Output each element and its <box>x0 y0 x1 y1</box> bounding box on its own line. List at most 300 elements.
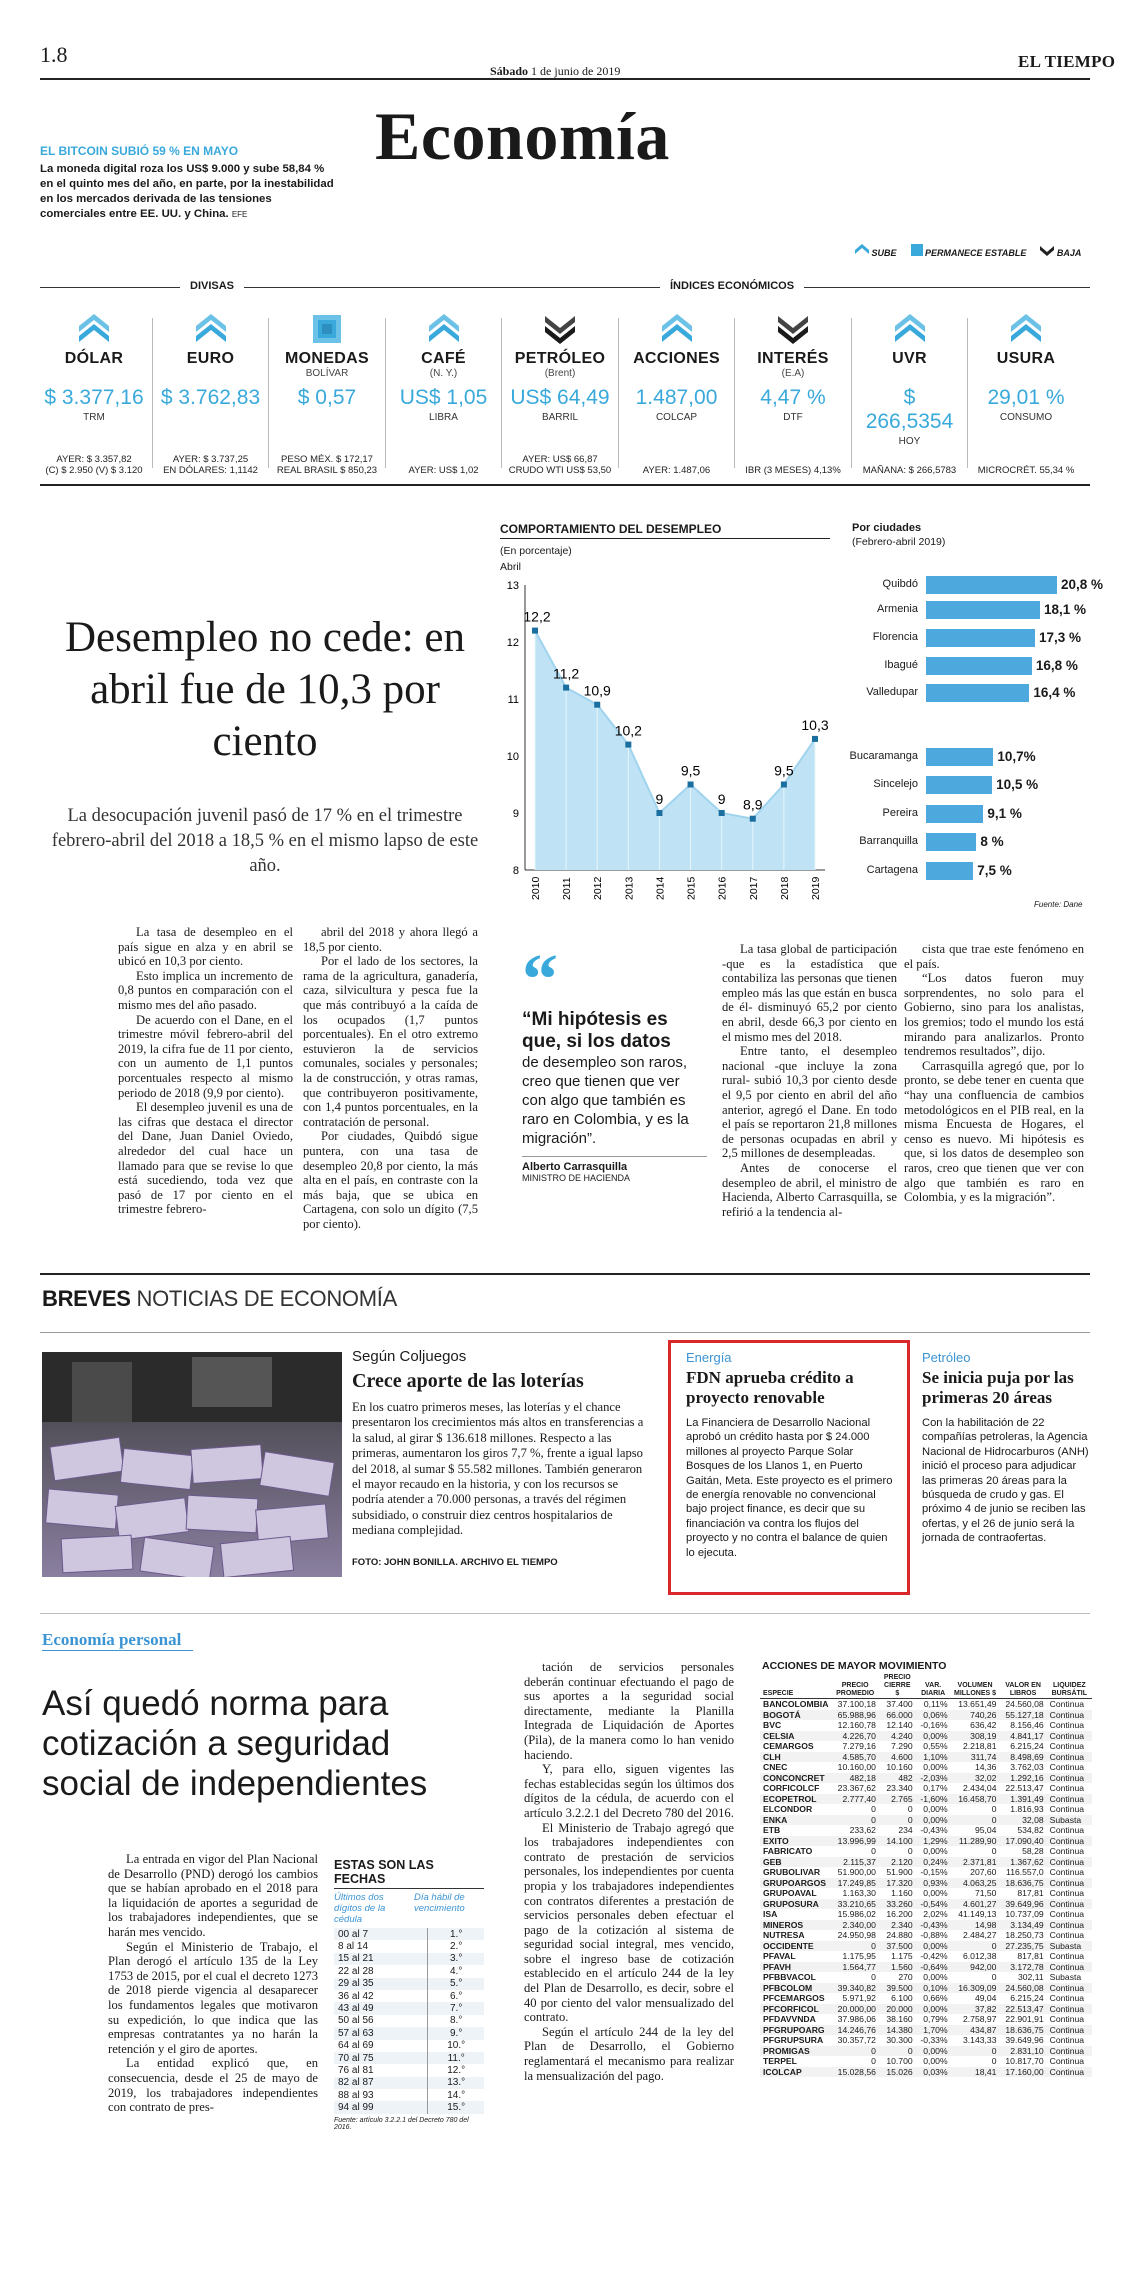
table-cell: Continua <box>1049 1720 1085 1730</box>
bitcoin-title: EL BITCOIN SUBIÓ 59 % EN MAYO <box>40 144 239 158</box>
table-cell: -0,88% <box>920 1930 948 1940</box>
bitcoin-text: La moneda digital roza los US$ 9.000 y sube 58,84 % en el quinto mes del año, en parte, por la inestabilidad en los mercados derivada de las tensiones comerciales entre EE. UU. y China. <box>40 163 334 220</box>
indicator-value: 29,01 % <box>987 386 1065 409</box>
table-cell: -0,43% <box>920 1825 948 1835</box>
table-row <box>334 2064 484 2076</box>
dates-source: Fuente: artículo 3.2.2.1 del Decreto 780 del 2016. <box>334 2116 469 2131</box>
paragraph: La entrada en vigor del Plan Nacional de Desarrollo (PND) derogó los cambios que se habían aprobado en el 2018 para la liquidación de aportes a seguridad de los trabajadores independientes, que se harán mes vencido. <box>108 1852 318 1939</box>
table-cell: CLH <box>760 1752 831 1763</box>
indicator-note: IBR (3 MESES) 4,13% <box>745 465 841 476</box>
table-cell: PFCORFICOL <box>760 2004 831 2015</box>
table-cell: 39.340,82 <box>831 1983 879 1994</box>
paragraph: La tasa global de participación -que es la estadística que contabiliza las personas que tienen empleo más las que están en busca de él- disminuyó 65,2 por ciento en abril, desde 66,3 por ciento en el mismo mes del 2018. <box>722 942 897 1044</box>
indicator-value: $ 266,5354 <box>865 386 954 433</box>
city-value: 16,4 % <box>1033 685 1076 700</box>
table-cell: 2,02% <box>923 1909 948 1919</box>
table-cell: 0 <box>879 1815 916 1826</box>
table-cell: 534,82 <box>1017 1825 1044 1835</box>
table-cell: 16.200 <box>886 1909 913 1919</box>
table-row <box>760 1783 1092 1794</box>
indicator-sub: (E.A) <box>781 368 805 379</box>
table-row <box>760 1983 1092 1994</box>
indicator-sub <box>42 368 146 380</box>
table-cell: 0 <box>831 2046 879 2057</box>
table-cell: -1,60% <box>916 1794 951 1805</box>
table-cell: 0 <box>871 1972 876 1982</box>
indicator-unit: BARRIL <box>541 412 579 423</box>
personal-body-col-1 <box>108 1852 318 2115</box>
table-cell: Continua <box>1047 2046 1092 2057</box>
day-cell: 2.° <box>449 1941 463 1953</box>
table-cell: CONCONCRET <box>760 1773 831 1784</box>
quote-mark: “ <box>522 939 558 1019</box>
table-cell: 0,66% <box>923 1993 948 2003</box>
chart-title: COMPORTAMIENTO DEL DESEMPLEO <box>500 522 722 536</box>
table-cell: 39.649,96 <box>1005 2035 1044 2045</box>
table-cell: Continua <box>1047 1752 1092 1763</box>
table-cell: 3.134,49 <box>999 1920 1046 1931</box>
table-cell: 0,00% <box>923 1972 948 1982</box>
x-tick-label: 2016 <box>716 876 729 900</box>
table-cell: 482,18 <box>831 1773 879 1784</box>
table-cell: 3.762,03 <box>1010 1762 1044 1772</box>
table-cell: 0 <box>907 1804 913 1814</box>
paragraph: abril del 2018 y ahora llegó a 18,5 por ciento. <box>303 925 478 954</box>
digits-cell: 64 al 69 <box>334 2040 428 2052</box>
table-row <box>760 1962 1092 1973</box>
data-point <box>594 702 600 708</box>
table-row <box>760 1825 1092 1836</box>
digits-cell: 82 al 87 <box>334 2077 428 2089</box>
indicator-usura <box>974 308 1078 478</box>
city-label: Ibagué <box>884 659 918 671</box>
lead-body-col-4 <box>904 942 1084 1205</box>
city-value: 18,1 % <box>1044 602 1087 617</box>
city-value: 10,7% <box>997 749 1036 764</box>
table-cell: Continua <box>1049 2014 1085 2024</box>
indicator-sub: (Brent) <box>544 368 576 379</box>
table-row <box>334 2027 484 2039</box>
table-row <box>760 2056 1092 2067</box>
x-tick-label: 2012 <box>592 876 605 900</box>
paragraph: El Ministerio de Trabajo agregó que los trabajadores independientes con contrato de prestación de servicios personales, los independientes por cuenta propia y los trabajadores independientes con contratos diferentes a prestación de servicios personales deben efectuar el pago de la cotización al sistema de seguridad social integral, mes vencido, sobre el ingreso base de cotización establecido en el artículo 244 de la ley del Plan de Desarrollo, es decir, sobre el 40 por ciento del valor mensualizado del contrato. <box>524 1820 734 2025</box>
paragraph: tación de servicios personales deberán continuar efectuando el pago de sus aportes a la seguridad social directamente, mediante la Planilla Integrada de Liquidación de Aportes (Pila), de la manera como lo han venido haciendo. <box>524 1660 734 1762</box>
table-cell: -0,16% <box>920 1720 948 1730</box>
table-cell: 30.300 <box>886 2035 913 2045</box>
group-indices: ÍNDICES ECONÓMICOS <box>660 280 804 292</box>
paragraph: La tasa de desempleo en el país sigue en alza y en abril se ubicó en 10,3 por ciento. <box>118 925 293 969</box>
unemployment-line-chart <box>495 575 840 905</box>
story2-body: La Financiera de Desarrollo Nacional aprobó un crédito hasta por $ 24.000 millones al proyecto Parque Solar Bosques de los Llanos 1, en Puerto Gaitán, Meta. Este proyecto es el primero de energía renovable no convencional bajo project finance, es decir que su financiación va contra los flujos del proyecto y no contra el balance de quien lo ejecuta. <box>686 1417 893 1559</box>
table-cell: 302,11 <box>1017 1972 1044 1982</box>
table-cell: 1.160 <box>891 1888 913 1898</box>
indicator-name: INTERÉS <box>757 350 829 367</box>
data-label: 12,2 <box>523 608 551 625</box>
data-label: 8,9 <box>743 796 763 813</box>
indicator-cafe <box>392 308 496 478</box>
table-cell: 16.458,70 <box>951 1794 1000 1805</box>
indicator-dolar <box>42 308 146 478</box>
city-bar <box>926 629 1035 647</box>
table-row <box>760 2004 1092 2015</box>
table-cell: 0 <box>991 1804 997 1814</box>
dates-table <box>334 1928 484 2114</box>
table-cell: 14,98 <box>951 1920 1000 1931</box>
table-cell: 20.000 <box>879 2004 916 2015</box>
y-tick-label: 13 <box>506 580 519 592</box>
table-cell: 11.289,90 <box>951 1836 1000 1847</box>
digits-cell: 50 al 56 <box>334 2015 428 2027</box>
table-cell: 17.249,85 <box>831 1878 879 1889</box>
table-cell: FABRICATO <box>763 1846 813 1856</box>
table-cell: 22.513,47 <box>1005 1783 1044 1793</box>
indicator-separator <box>851 318 852 468</box>
table-cell: ENKA <box>760 1815 831 1826</box>
table-cell: Continua <box>1049 2056 1085 2066</box>
table-cell: 32,02 <box>951 1773 1000 1784</box>
day-cell: 6.° <box>449 1990 463 2002</box>
table-cell: PFGRUPOARG <box>760 2025 831 2036</box>
story3-title: Se inicia puja por las primeras 20 áreas <box>922 1368 1074 1407</box>
table-cell: 20.000,00 <box>831 2004 879 2015</box>
table-cell: Continua <box>1049 1846 1085 1856</box>
paragraph: Esto implica un incremento de 0,8 puntos en comparación con el mismo mes del año pasado. <box>118 968 293 1012</box>
day-cell: 11.° <box>428 2052 484 2064</box>
day-cell: 4.° <box>449 1965 463 1977</box>
table-cell: 7.279,16 <box>842 1741 876 1751</box>
table-cell: 12.140 <box>886 1720 913 1730</box>
indicator-sub: BOLÍVAR <box>305 368 349 379</box>
paragraph: “Los datos fueron muy sorprendentes, no solo para el Gobierno, sino para los analistas, los gremios; todo el mundo los está mirando para analizarlos. Pronto tendremos resultados”, dijo. <box>904 971 1084 1059</box>
table-cell: 41.149,13 <box>958 1909 997 1919</box>
table-cell: GRUPOARGOS <box>760 1878 831 1889</box>
table-cell: Continua <box>1049 1867 1085 1877</box>
city-label: Bucaramanga <box>849 750 918 762</box>
indicator-value: US$ 1,05 <box>399 386 488 409</box>
x-tick-label: 2014 <box>654 876 667 900</box>
table-cell: 1.560 <box>879 1962 916 1973</box>
table-cell: 66.000 <box>879 1710 916 1721</box>
table-row <box>760 1878 1092 1889</box>
digits-cell: 15 al 21 <box>334 1953 428 1965</box>
table-cell: 17.090,40 <box>999 1836 1046 1847</box>
table-cell: 270 <box>898 1972 913 1982</box>
table-cell: 0,10% <box>916 1983 951 1994</box>
table-row <box>334 1978 484 1990</box>
table-row <box>760 1867 1092 1878</box>
story2-title: FDN aprueba crédito a proyecto renovable <box>686 1368 854 1407</box>
indicator-sub <box>625 368 729 380</box>
digits-cell: 94 al 99 <box>334 2101 428 2113</box>
story3-body: Con la habilitación de 22 compañías petroleras, la Agencia Nacional de Hidrocarburos (ANH) inició el proceso para adjudicar las primeras 20 áreas para la búsqueda de crudo y gas. El próximo 4 de junio se reciben las ofertas, y el 26 de junio será la jornada de contraofertas. <box>922 1417 1089 1545</box>
city-bar <box>926 748 993 766</box>
indicator-name: PETRÓLEO <box>514 350 606 367</box>
table-cell: BANCOLOMBIA <box>763 1699 829 1709</box>
indicator-note: MICROCRÉT. 55,34 % <box>977 465 1075 476</box>
dates-header-day: Día hábil de vencimiento <box>414 1892 465 1914</box>
lead-body-col-1 <box>118 925 293 1217</box>
table-cell: 6.215,24 <box>1010 1741 1044 1751</box>
breves-label <box>42 1286 397 1312</box>
digits-cell: 88 al 93 <box>334 2089 428 2101</box>
breves-label-rest: NOTICIAS DE ECONOMÍA <box>136 1286 397 1311</box>
x-tick-label: 2019 <box>810 876 822 900</box>
table-cell: 27.235,75 <box>999 1941 1046 1952</box>
table-row <box>760 1972 1092 1983</box>
table-cell: 18.250,73 <box>1005 1930 1044 1940</box>
table-row <box>334 2089 484 2101</box>
day-cell: 5.° <box>428 1978 484 1990</box>
city-label: Cartagena <box>866 864 918 876</box>
x-tick-label: 2017 <box>747 876 760 900</box>
table-cell: 14.380 <box>879 2025 916 2036</box>
x-tick-label: 2018 <box>778 876 791 900</box>
table-cell: 37.400 <box>886 1699 913 1709</box>
table-row <box>334 1990 484 2002</box>
table-row <box>760 1846 1092 1857</box>
table-row <box>334 2040 484 2052</box>
quote-rest: de desempleo son raros, creo que tienen que ver con algo que también es raro en Colombia, y es la migración”. <box>522 1054 689 1147</box>
table-cell: Continua <box>1049 1930 1085 1940</box>
table-cell: Continua <box>1049 1888 1085 1898</box>
quote-author: Alberto Carrasquilla <box>522 1161 628 1173</box>
city-bar <box>926 776 992 794</box>
indicator-separator <box>967 318 968 468</box>
indicator-value: 1.487,00 <box>635 386 718 409</box>
up-arrow-icon <box>855 244 869 256</box>
city-value: 9,1 % <box>987 806 1022 821</box>
data-label: 11,2 <box>553 665 580 682</box>
table-row <box>760 1741 1092 1752</box>
table-cell: 0 <box>991 1846 997 1856</box>
table-cell: Subasta <box>1047 1815 1092 1826</box>
table-cell: -0,42% <box>920 1951 948 1961</box>
indicator-unit: TRM <box>83 412 105 423</box>
table-cell: CORFICOLCF <box>763 1783 820 1793</box>
table-cell: 95,04 <box>974 1825 997 1835</box>
table-cell: 51.900 <box>886 1867 913 1877</box>
bitcoin-credit: EFE <box>231 210 248 219</box>
table-cell: 1.163,30 <box>842 1888 876 1898</box>
table-row <box>760 1857 1092 1868</box>
table-row <box>760 2025 1092 2036</box>
table-cell: 2.340 <box>879 1920 916 1931</box>
indicator-euro <box>159 308 263 478</box>
indicator-name: ACCIONES <box>633 350 720 367</box>
indicator-separator <box>268 318 269 468</box>
table-cell: Continua <box>1049 1699 1085 1709</box>
table-cell: 308,19 <box>951 1731 1000 1742</box>
table-row <box>760 1930 1092 1941</box>
table-row <box>760 1899 1092 1910</box>
dates-header-digits: Últimos dos dígitos de la cédula <box>334 1892 386 1925</box>
column-header: VAR. DIARIA <box>916 1674 951 1699</box>
table-cell: Subasta <box>1049 1972 1082 1982</box>
indicator-name: MONEDAS <box>285 350 369 367</box>
indicator-sub <box>858 368 962 380</box>
table-cell: Continua <box>1049 1825 1085 1835</box>
table-cell: 23.340 <box>886 1783 913 1793</box>
table-cell: 14.246,76 <box>831 2025 879 2036</box>
table-cell: 16.309,09 <box>951 1983 1000 1994</box>
page-number: 1.8 <box>40 42 68 67</box>
x-tick-label: 2013 <box>623 876 636 900</box>
legend-stable <box>911 244 1027 258</box>
x-tick-label: 2010 <box>530 876 542 900</box>
table-cell: 3.172,78 <box>999 1962 1046 1973</box>
table-cell: 13.651,49 <box>958 1699 997 1709</box>
data-point <box>625 742 631 748</box>
column-header: PRECIO CIERRE $ <box>879 1674 916 1699</box>
up-arrow-icon <box>660 312 694 346</box>
day-cell: 15.° <box>428 2101 484 2113</box>
table-cell: 0,03% <box>916 2067 951 2078</box>
chart-title-rule <box>500 538 830 539</box>
table-cell: 39.500 <box>879 1983 916 1994</box>
table-cell: 13.996,99 <box>831 1836 879 1847</box>
table-cell: -0,15% <box>920 1867 948 1877</box>
table-cell: 12.160,78 <box>837 1720 876 1730</box>
table-row <box>334 2052 484 2064</box>
table-row <box>760 1762 1092 1773</box>
indicator-note: AYER: $ 3.737,25 EN DÓLARES: 1,1142 <box>163 454 258 476</box>
table-cell: Continua <box>1049 1762 1085 1772</box>
story1-photo-credit: FOTO: JOHN BONILLA. ARCHIVO EL TIEMPO <box>352 1557 558 1568</box>
city-bar <box>926 862 973 880</box>
y-tick-label: 11 <box>507 694 519 706</box>
indicator-note: AYER: US$ 66,87 CRUDO WTI US$ 53,50 <box>508 454 612 476</box>
indicators-bottom-rule <box>40 484 1090 486</box>
table-row <box>334 1965 484 1977</box>
story1-kicker: Según Coljuegos <box>352 1348 467 1365</box>
table-cell: 14,36 <box>974 1762 997 1772</box>
table-cell: 0,00% <box>916 2004 951 2015</box>
table-cell: OCCIDENTE <box>760 1941 831 1952</box>
breves-label-bold: BREVES <box>42 1286 131 1311</box>
indicator-note: MAÑANA: $ 266,5783 <box>862 465 957 476</box>
table-cell: 0,55% <box>923 1741 948 1751</box>
city-bar <box>926 684 1029 702</box>
table-cell: 2.777,40 <box>831 1794 879 1805</box>
up-arrow-icon <box>194 312 228 346</box>
indicator-name: CAFÉ <box>421 350 466 367</box>
table-row <box>760 1773 1092 1784</box>
table-cell: 32,08 <box>999 1815 1046 1826</box>
table-cell: 49,04 <box>974 1993 997 2003</box>
table-cell: 55.127,18 <box>999 1710 1046 1721</box>
table-cell: 1,10% <box>916 1752 951 1763</box>
city-label: Valledupar <box>866 686 918 698</box>
city-value: 16,8 % <box>1035 658 1078 673</box>
cities-subtitle: (Febrero-abril 2019) <box>852 536 946 548</box>
table-cell: GRUBOLIVAR <box>763 1867 821 1877</box>
digits-cell: 76 al 81 <box>334 2064 428 2076</box>
table-cell: 2.765 <box>879 1794 916 1805</box>
city-label: Quibdó <box>882 578 918 590</box>
table-cell: 1,29% <box>916 1836 951 1847</box>
table-cell: 0,00% <box>916 1815 951 1826</box>
paragraph: Entre tanto, el desempleo nacional -que incluye la zona rural- subió 10,3 por ciento desde el 9,5 por ciento en abril del año anterior, agregó el Dane. En todo el país se reportaron 21,8 millones de personas ocupadas en abril y 2,5 millones de desempleadas. <box>722 1044 897 1161</box>
table-cell: PFDAVVNDA <box>763 2014 816 2024</box>
indicator-unit: COLCAP <box>655 412 698 423</box>
table-row <box>334 2077 484 2089</box>
data-point <box>688 782 694 788</box>
table-cell: 0,79% <box>923 2014 948 2024</box>
table-cell: 58,28 <box>1022 1846 1044 1856</box>
paragraph: El desempleo juvenil es una de las cifras que destaca el director del Dane, Juan Daniel Oviedo, alrededor del cual hace un llamado para que se revise lo que está sucediendo, toda vez que pasó de 17 por ciento en el trimestre febrero- <box>118 1100 293 1217</box>
data-label: 10,9 <box>583 682 611 699</box>
indicator-value: $ 3.377,16 <box>44 386 144 409</box>
table-row <box>334 1928 484 1940</box>
day-cell: 10.° <box>447 2040 466 2052</box>
digits-cell: 57 al 63 <box>334 2027 428 2039</box>
table-cell: 38.160 <box>886 2014 913 2024</box>
table-cell: PROMIGAS <box>760 2046 831 2057</box>
table-cell: 0,00% <box>923 1762 948 1772</box>
table-cell: 18,41 <box>951 2067 1000 2078</box>
indicator-value: US$ 64,49 <box>510 386 610 409</box>
table-cell: 24.560,08 <box>1005 1699 1044 1709</box>
table-cell: Subasta <box>1047 1941 1092 1952</box>
paragraph: cista que trae este fenómeno en el país. <box>904 942 1084 971</box>
table-cell: 0,17% <box>923 1783 948 1793</box>
digits-cell: 36 al 42 <box>334 1990 428 2002</box>
x-tick-label: 2011 <box>561 877 574 900</box>
table-cell: 2.340,00 <box>831 1920 879 1931</box>
table-cell: 24.950,98 <box>837 1930 876 1940</box>
table-row <box>760 1752 1092 1763</box>
table-row <box>760 2067 1092 2078</box>
table-cell: 0,00% <box>923 1846 948 1856</box>
table-cell: -0,64% <box>916 1962 951 1973</box>
table-cell: 1.367,62 <box>999 1857 1046 1868</box>
indicator-monedas <box>275 308 379 478</box>
paragraph: Por ciudades, Quibdó sigue puntera, con una tasa de desempleo 20,8 por ciento, la más alta en el país, en contraste con la más baja, que se ubica en Cartagena, con solo un dígito (7,5 por ciento). <box>303 1129 478 1231</box>
data-label: 9 <box>655 791 664 807</box>
up-arrow-icon <box>77 312 111 346</box>
table-cell: 0 <box>831 1941 879 1952</box>
lead-body-col-2 <box>303 925 478 1231</box>
data-point <box>719 810 725 816</box>
paragraph: Antes de conocerse el desempleo de abril, el ministro de Hacienda, Alberto Carrasquilla, se refirió a la tendencia al- <box>722 1160 897 1219</box>
indicator-acciones <box>625 308 729 478</box>
table-cell: 0 <box>871 1804 876 1814</box>
table-row <box>760 1815 1092 1826</box>
paragraph: Por el lado de los sectores, la rama de la agricultura, ganadería, caza, silvicultura y pesca fue la que más contribuyó a la caída de los ocupados (1,7 puntos porcentuales). En el otro extremo estuvieron la de servicios comunales, sociales y personales; la de construcción, y otras ramas, que contribuyeron positivamente, con 1,4 puntos porcentuales, en la contratación de personal. <box>303 954 478 1129</box>
table-cell: 2.371,81 <box>951 1857 1000 1868</box>
table-cell: 0,00% <box>916 1731 951 1742</box>
table-cell: 0,24% <box>916 1857 951 1868</box>
table-cell: 22.901,91 <box>1005 2014 1044 2024</box>
quote-bold: “Mi hipótesis es que, si los datos <box>522 1009 671 1052</box>
table-cell: 0,00% <box>916 1941 951 1952</box>
table-cell: -0,54% <box>916 1899 951 1910</box>
table-cell: 24.880 <box>886 1930 913 1940</box>
city-bar <box>926 657 1032 675</box>
table-cell: 2.218,81 <box>963 1741 997 1751</box>
day-cell: 13.° <box>428 2077 484 2089</box>
lottery-tickets-photo <box>42 1352 342 1577</box>
paragraph: De acuerdo con el Dane, en el trimestre móvil febrero-abril del 2019, la cifra fue de 11 por ciento, con un aumento de 1,1 puntos porcentuales respecto al mismo periodo de 2018 (9,9 por ciento). <box>118 1012 293 1100</box>
city-bar <box>926 601 1040 619</box>
table-row <box>760 1720 1092 1731</box>
top-rule <box>40 78 1090 80</box>
table-cell: 51.900,00 <box>837 1867 876 1877</box>
table-cell: 2.484,27 <box>963 1930 997 1940</box>
section-title: Economía <box>375 98 670 174</box>
indicator-petroleo <box>508 308 612 478</box>
dates-table-title: ESTAS SON LAS FECHAS <box>334 1858 484 1889</box>
